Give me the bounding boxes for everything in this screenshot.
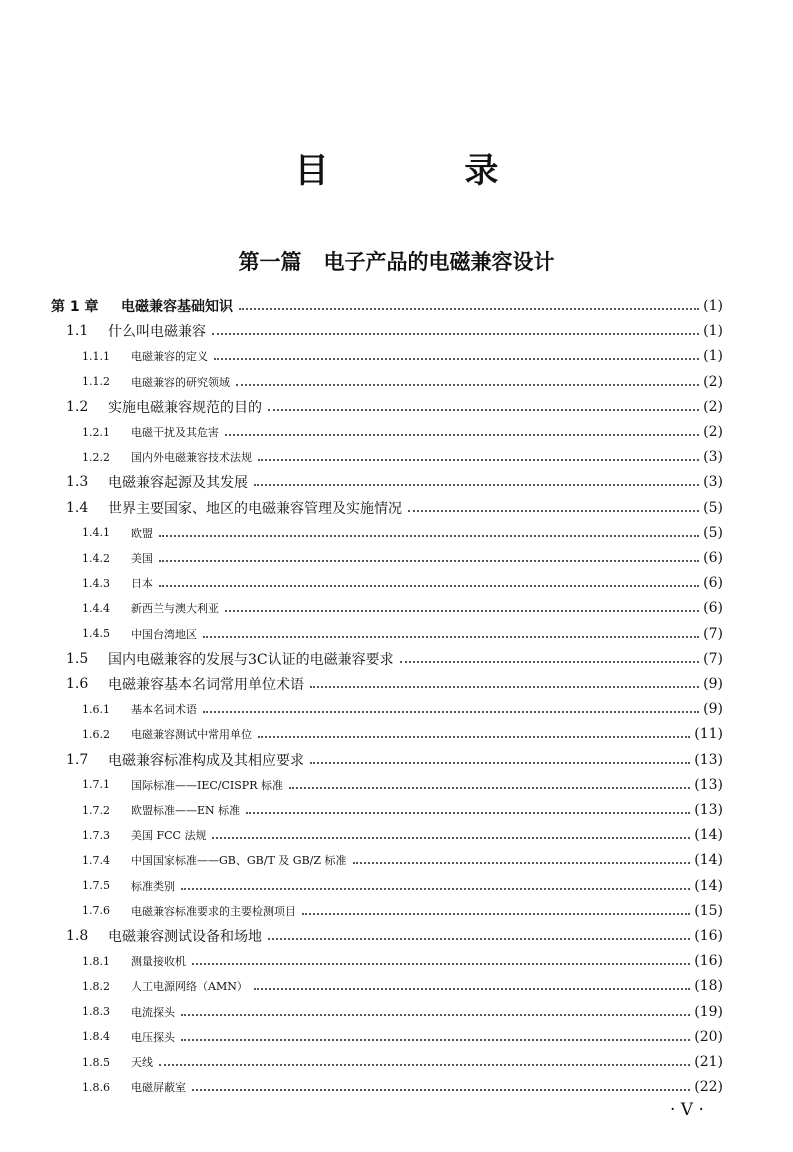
toc-entry[interactable]	[0, 397, 793, 417]
toc-entry[interactable]	[0, 548, 793, 568]
toc-entry-title: 人工电源网络（AMN）	[131, 980, 248, 994]
toc-entry-title: 电磁屏蔽室	[131, 1081, 186, 1095]
dot-leader	[302, 913, 690, 915]
toc-entry-title: 天线	[131, 1056, 153, 1069]
toc-entry-number: 1.7.2	[82, 803, 110, 817]
toc-entry-title: 欧盟	[131, 526, 153, 540]
dot-leader	[192, 963, 690, 965]
toc-entry-title: 什么叫电磁兼容	[108, 324, 206, 341]
page-title: 目 录	[294, 151, 561, 191]
toc-entry[interactable]	[0, 624, 793, 644]
dot-leader	[159, 560, 699, 562]
toc-entry-page: (2)	[703, 373, 723, 390]
part-title: 第一篇 电子产品的电磁兼容设计	[238, 250, 555, 274]
toc-entry-page: (5)	[703, 524, 723, 541]
dot-leader	[254, 484, 699, 486]
toc-entry-page: (2)	[703, 398, 723, 415]
toc-entry[interactable]	[0, 321, 793, 341]
toc-entry-number: 1.1	[66, 323, 89, 340]
toc-entry-page: (14)	[694, 827, 723, 844]
dot-leader	[258, 736, 690, 738]
toc-entry-title: 美国 FCC 法规	[131, 829, 207, 843]
toc-entry[interactable]	[0, 876, 793, 896]
toc-entry[interactable]	[0, 1002, 793, 1022]
toc-entry-number: 1.7.6	[82, 904, 110, 918]
dot-leader	[258, 459, 699, 461]
toc-entry-number: 1.4.3	[82, 576, 110, 590]
toc-entry[interactable]	[0, 1027, 793, 1047]
toc-entry[interactable]	[0, 523, 793, 543]
toc-entry-title: 电磁兼容标准构成及其相应要求	[108, 752, 304, 769]
toc-entry-title: 国内外电磁兼容技术法规	[131, 451, 252, 465]
toc-entry-number: 1.3	[66, 474, 89, 491]
toc-entry-page: (14)	[694, 852, 723, 869]
toc-entry[interactable]	[0, 1052, 793, 1072]
dot-leader	[225, 434, 699, 436]
toc-entry-page: (11)	[694, 726, 723, 743]
dot-leader	[408, 510, 699, 512]
toc-entry-number: 1.1.2	[82, 375, 110, 389]
toc-entry-title: 电流探头	[131, 1005, 175, 1019]
toc-entry[interactable]	[0, 674, 793, 694]
toc-entry[interactable]	[0, 1077, 793, 1097]
dot-leader	[203, 636, 699, 638]
toc-entry-title: 中国国家标准——GB、GB/T 及 GB/Z 标准	[131, 854, 347, 868]
toc-entry-number: 1.7.3	[82, 828, 110, 842]
toc-entry-page: (9)	[703, 676, 723, 692]
toc-entry-page: (14)	[694, 877, 723, 894]
toc-entry-page: (16)	[694, 953, 723, 970]
toc-entry-number: 1.7.4	[82, 853, 110, 867]
toc-entry-number: 1.6.1	[82, 702, 110, 716]
toc-entry-number: 1.6	[66, 676, 89, 692]
toc-entry-number: 1.1.1	[82, 349, 110, 363]
toc-entry-page: (9)	[703, 701, 723, 718]
toc-entry-title: 欧盟标准——EN 标准	[131, 804, 241, 817]
toc-entry-page: (2)	[703, 424, 723, 440]
toc-entry-page: (6)	[703, 550, 723, 566]
toc-entry-page: (18)	[694, 978, 723, 995]
dot-leader	[225, 610, 699, 612]
toc-entry-title: 电磁兼容测试设备和场地	[108, 929, 262, 945]
toc-entry-title: 电磁兼容起源及其发展	[108, 475, 248, 492]
dot-leader	[268, 938, 690, 940]
toc-entry[interactable]	[0, 699, 793, 719]
dot-leader	[289, 787, 690, 789]
toc-entry-title: 电磁兼容标准要求的主要检测项目	[131, 904, 296, 918]
dot-leader	[236, 384, 699, 386]
dot-leader	[181, 1014, 690, 1016]
dot-leader	[254, 988, 690, 990]
toc-entry[interactable]	[0, 346, 793, 366]
toc-entry-title: 电磁兼容基本名词常用单位术语	[108, 677, 304, 693]
toc-entry-title: 日本	[131, 577, 153, 591]
toc-entry-title: 基本名词术语	[131, 703, 197, 717]
toc-entry-number: 1.4	[66, 499, 89, 516]
toc-entry-number: 1.4.1	[82, 526, 110, 540]
toc-entry-page: (7)	[703, 650, 723, 667]
toc-entry[interactable]	[0, 649, 793, 669]
dot-leader	[212, 837, 690, 839]
dot-leader	[203, 711, 699, 713]
toc-entry-number: 1.8.2	[82, 979, 110, 993]
toc-entry-page: (13)	[694, 776, 723, 793]
toc-entry-title: 电磁兼容基础知识	[121, 299, 233, 315]
toc-entry-number: 1.8.4	[82, 1030, 110, 1044]
toc-entry-title: 标准类别	[131, 879, 175, 893]
toc-entry[interactable]	[0, 372, 793, 392]
toc-entry-title: 电压探头	[131, 1030, 175, 1044]
toc-entry-title: 电磁兼容测试中常用单位	[131, 728, 252, 742]
toc-entry-page: (22)	[694, 1079, 723, 1096]
toc-entry-page: (6)	[703, 575, 723, 592]
dot-leader	[400, 661, 700, 663]
toc-entry-number: 1.8.6	[82, 1080, 110, 1094]
toc-entry[interactable]	[0, 800, 793, 820]
toc-entry-page: (16)	[694, 928, 723, 944]
toc-entry-title: 电磁兼容的研究领域	[131, 375, 230, 389]
dot-leader	[212, 333, 699, 335]
toc-entry-page: (13)	[694, 751, 723, 768]
toc-entry-number: 1.2.2	[82, 450, 110, 464]
toc-entry-title: 电磁兼容的定义	[131, 350, 208, 364]
toc-entry-title: 新西兰与澳大利亚	[131, 602, 219, 616]
dot-leader	[214, 358, 699, 360]
toc-entry-number: 1.7	[66, 751, 89, 768]
toc-entry-number: 1.5	[66, 650, 89, 667]
dot-leader	[159, 1064, 690, 1066]
toc-entry-page: (7)	[703, 625, 723, 642]
toc-entry-page: (13)	[694, 802, 723, 818]
toc-entry-number: 1.2	[66, 398, 89, 415]
dot-leader	[159, 585, 699, 587]
toc-entry-page: (20)	[694, 1028, 723, 1045]
page-number: · V ·	[670, 1100, 704, 1120]
toc-entry-title: 世界主要国家、地区的电磁兼容管理及实施情况	[108, 500, 402, 517]
toc-entry-title: 电磁干扰及其危害	[131, 426, 219, 439]
toc-entry-number: 1.8	[66, 928, 89, 944]
toc-entry[interactable]	[0, 422, 793, 442]
toc-entry-page: (21)	[694, 1054, 723, 1070]
dot-leader	[181, 888, 690, 890]
toc-entry[interactable]	[0, 750, 793, 770]
toc-entry-title: 美国	[131, 552, 153, 565]
toc-entry[interactable]	[0, 472, 793, 492]
toc-entry-page: (6)	[703, 600, 723, 617]
toc-entry-number: 1.4.5	[82, 627, 110, 641]
toc-entry-number: 1.8.1	[82, 954, 110, 968]
dot-leader	[310, 686, 699, 688]
toc-entry-page: (1)	[703, 298, 723, 314]
toc-entry-title: 测量接收机	[131, 955, 186, 969]
toc-entry[interactable]	[0, 724, 793, 744]
toc-entry[interactable]	[0, 926, 793, 946]
toc-entry[interactable]	[0, 498, 793, 518]
toc-entry[interactable]	[0, 825, 793, 845]
dot-leader	[159, 535, 699, 537]
toc-entry-page: (3)	[703, 449, 723, 466]
toc-entry-page: (5)	[703, 499, 723, 516]
toc-entry[interactable]	[0, 850, 793, 870]
toc-entry-title: 国内电磁兼容的发展与3C认证的电磁兼容要求	[108, 651, 394, 668]
toc-entry-number: 1.7.1	[82, 778, 110, 792]
dot-leader	[310, 762, 690, 764]
toc-entry-title: 国际标准——IEC/CISPR 标准	[131, 778, 283, 792]
toc-entry-number: 1.4.2	[82, 551, 110, 565]
dot-leader	[181, 1039, 690, 1041]
toc-entry[interactable]	[0, 951, 793, 971]
toc-entry-number: 1.6.2	[82, 727, 110, 741]
toc-entry-number: 1.4.4	[82, 601, 110, 615]
toc-entry[interactable]	[0, 447, 793, 467]
toc-entry[interactable]	[0, 573, 793, 593]
dot-leader	[353, 862, 691, 864]
toc-entry[interactable]	[0, 296, 793, 316]
toc-entry[interactable]	[0, 976, 793, 996]
dot-leader	[268, 409, 699, 411]
toc-entry-number: 1.2.1	[82, 425, 110, 439]
toc-entry-page: (3)	[703, 474, 723, 491]
toc-entry-number: 1.8.5	[82, 1055, 110, 1069]
dot-leader	[192, 1089, 690, 1091]
toc-entry[interactable]	[0, 775, 793, 795]
toc-entry-number: 1.8.3	[82, 1005, 110, 1019]
toc-entry[interactable]	[0, 901, 793, 921]
dot-leader	[239, 308, 699, 310]
toc-entry-page: (1)	[703, 348, 723, 365]
toc-entry-page: (15)	[694, 902, 723, 919]
toc-entry-title: 实施电磁兼容规范的目的	[108, 399, 262, 416]
toc-entry-number: 第 1 章	[51, 299, 99, 315]
dot-leader	[246, 812, 690, 814]
toc-entry-page: (19)	[694, 1003, 723, 1020]
toc-entry-title: 中国台湾地区	[131, 627, 197, 641]
toc-entry[interactable]	[0, 598, 793, 618]
toc-entry-number: 1.7.5	[82, 879, 110, 893]
toc-entry-page: (1)	[703, 323, 723, 340]
